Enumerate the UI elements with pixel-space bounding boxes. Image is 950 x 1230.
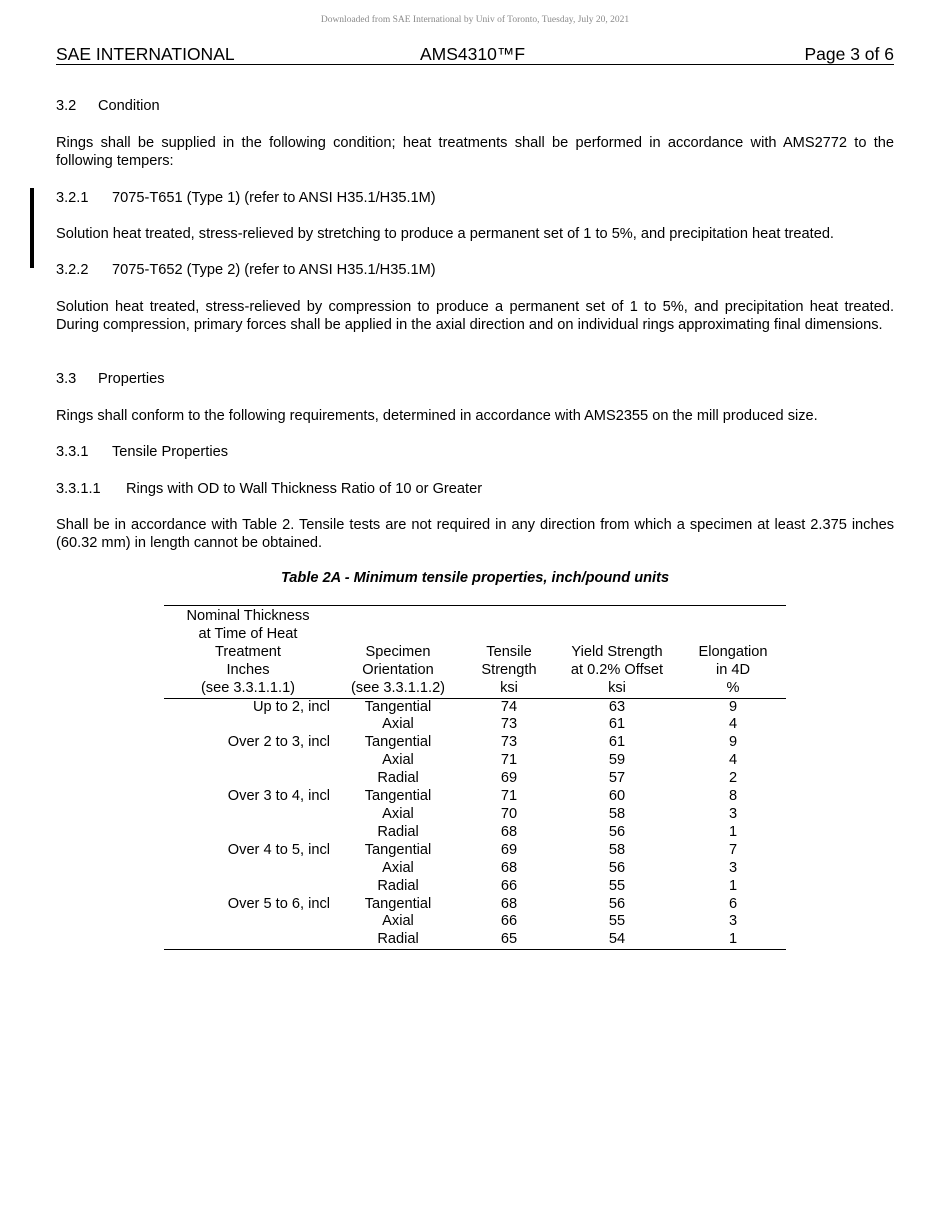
condition-paragraph: Rings shall be supplied in the following condition; heat treatments shall be performed in accordance with AMS2772 to the following tempers:	[56, 135, 894, 169]
cell-tensile-ksi: 68	[500, 823, 518, 840]
cell-orientation: Radial	[377, 770, 419, 787]
cell-tensile-ksi: 71	[500, 752, 518, 769]
cell-orientation: Axial	[382, 716, 414, 733]
cell-thickness	[164, 824, 332, 842]
cell-thickness	[164, 806, 332, 824]
cell-elongation-pct: 1	[728, 877, 738, 894]
section-3-3-1-heading	[56, 443, 894, 461]
cell-yield-ksi: 55	[608, 877, 626, 894]
cell-yield-ksi: 59	[608, 752, 626, 769]
table-row	[164, 913, 786, 931]
cell-thickness: Over 3 to 4, incl	[227, 788, 330, 805]
cell-yield-ksi: 60	[608, 788, 626, 805]
header-doc-number: AMS4310™F	[420, 44, 526, 64]
cell-tensile-ksi: 71	[500, 788, 518, 805]
cell-orientation: Axial	[382, 752, 414, 769]
cell-thickness	[164, 878, 332, 896]
cell-orientation: Tangential	[364, 841, 432, 858]
cell-elongation-pct: 8	[728, 788, 738, 805]
tensile-paragraph: Shall be in accordance with Table 2. Tensile tests are not required in any direction from which a specimen at least 2.375 inches (60.32 mm) in length cannot be obtained.	[56, 517, 894, 551]
section-3-3-1-1-heading	[56, 480, 894, 498]
header-tensile-strength	[464, 606, 554, 699]
cell-thickness	[164, 770, 332, 788]
cell-thickness: Over 5 to 6, incl	[227, 895, 330, 912]
page-header	[56, 44, 894, 65]
table-row	[164, 878, 786, 896]
cell-orientation: Radial	[377, 823, 419, 840]
type2-paragraph: Solution heat treated, stress-relieved by compression to produce a permanent set of 1 to 5%, and precipitation heat treated. During compression, primary forces shall be applied in the axial direction and on individual rings approximating final dimensions.	[56, 299, 894, 333]
cell-yield-ksi: 56	[608, 859, 626, 876]
cell-thickness	[164, 716, 332, 734]
cell-elongation-pct: 9	[728, 734, 738, 751]
section-number: 3.2	[56, 98, 77, 114]
section-title: 7075-T651 (Type 1) (refer to ANSI H35.1/H35.1M)	[112, 190, 436, 206]
table-row	[164, 896, 786, 914]
table-row	[164, 931, 786, 949]
cell-elongation-pct: 6	[728, 895, 738, 912]
table-row	[164, 806, 786, 824]
header-line: at 0.2% Offset	[570, 661, 664, 678]
header-yield-strength	[554, 606, 680, 699]
cell-orientation: Axial	[382, 859, 414, 876]
table-row	[164, 770, 786, 788]
cell-elongation-pct: 4	[728, 716, 738, 733]
cell-thickness	[164, 931, 332, 949]
header-line: Tensile	[486, 643, 532, 660]
header-line: Yield Strength	[571, 643, 663, 660]
header-line: Nominal Thickness	[186, 608, 310, 624]
table-header-row	[164, 606, 786, 699]
header-line: (see 3.3.1.1.2)	[350, 679, 446, 696]
cell-yield-ksi: 63	[608, 698, 626, 715]
cell-yield-ksi: 58	[608, 841, 626, 858]
header-line: %	[726, 679, 740, 696]
section-3-2-2-heading	[56, 261, 894, 279]
header-org: SAE INTERNATIONAL	[56, 44, 235, 64]
cell-yield-ksi: 56	[608, 895, 626, 912]
cell-orientation: Tangential	[364, 895, 432, 912]
section-number: 3.2.2	[56, 262, 89, 278]
header-elongation	[680, 606, 786, 699]
cell-tensile-ksi: 68	[500, 895, 518, 912]
cell-orientation: Tangential	[364, 788, 432, 805]
cell-tensile-ksi: 73	[500, 734, 518, 751]
cell-elongation-pct: 3	[728, 859, 738, 876]
cell-yield-ksi: 55	[608, 913, 626, 930]
cell-elongation-pct: 2	[728, 770, 738, 787]
cell-yield-ksi: 57	[608, 770, 626, 787]
section-title: 7075-T652 (Type 2) (refer to ANSI H35.1/H35.1M)	[112, 262, 436, 278]
cell-elongation-pct: 4	[728, 752, 738, 769]
cell-tensile-ksi: 69	[500, 770, 518, 787]
cell-orientation: Tangential	[364, 734, 432, 751]
header-line: Treatment	[215, 643, 281, 660]
section-number: 3.3.1	[56, 444, 89, 460]
cell-thickness	[164, 860, 332, 878]
type1-paragraph: Solution heat treated, stress-relieved by stretching to produce a permanent set of 1 to 5%, and precipitation heat treated.	[56, 226, 834, 242]
header-specimen-orientation	[332, 606, 464, 699]
table-row	[164, 752, 786, 770]
cell-thickness	[164, 913, 332, 931]
table-row	[164, 734, 786, 752]
cell-orientation: Tangential	[364, 698, 432, 715]
cell-elongation-pct: 3	[728, 805, 738, 822]
cell-thickness: Up to 2, incl	[252, 698, 330, 715]
section-number: 3.3	[56, 371, 77, 387]
header-line: Elongation	[698, 643, 768, 660]
cell-thickness: Over 4 to 5, incl	[227, 841, 330, 858]
cell-elongation-pct: 7	[728, 841, 738, 858]
header-line: Orientation	[362, 661, 434, 678]
cell-orientation: Radial	[377, 877, 419, 894]
table-row	[164, 788, 786, 806]
section-number: 3.3.1.1	[56, 481, 101, 497]
cell-thickness	[164, 752, 332, 770]
cell-elongation-pct: 1	[728, 823, 738, 840]
cell-tensile-ksi: 74	[500, 698, 518, 715]
section-title: Properties	[98, 371, 165, 387]
header-line: Specimen	[365, 643, 431, 660]
cell-elongation-pct: 3	[728, 913, 738, 930]
cell-tensile-ksi: 66	[500, 913, 518, 930]
header-page-number: Page 3 of 6	[804, 44, 894, 64]
cell-tensile-ksi: 66	[500, 877, 518, 894]
table-row	[164, 824, 786, 842]
cell-tensile-ksi: 70	[500, 805, 518, 822]
header-line: ksi	[608, 679, 626, 696]
cell-yield-ksi: 58	[608, 805, 626, 822]
section-3-2-1-heading	[56, 189, 894, 207]
cell-tensile-ksi: 73	[500, 716, 518, 733]
header-line: ksi	[500, 679, 518, 696]
cell-elongation-pct: 1	[728, 931, 738, 948]
header-line: (see 3.3.1.1.1)	[200, 679, 296, 696]
cell-yield-ksi: 54	[608, 931, 626, 948]
revision-change-bar	[30, 188, 34, 268]
table-row	[164, 698, 786, 716]
header-line: Strength	[481, 661, 537, 678]
section-number: 3.2.1	[56, 190, 89, 206]
properties-paragraph: Rings shall conform to the following requirements, determined in accordance with AMS2355 on the mill produced size.	[56, 408, 818, 424]
header-nominal-thickness	[164, 606, 332, 699]
table-caption: Table 2A - Minimum tensile properties, inch/pound units	[280, 570, 670, 586]
download-watermark: Downloaded from SAE International by Univ of Toronto, Tuesday, July 20, 2021	[320, 15, 630, 25]
section-3-2-heading	[56, 97, 894, 115]
header-line: Inches	[226, 661, 270, 678]
tensile-properties-table	[164, 605, 786, 950]
section-title: Rings with OD to Wall Thickness Ratio of 10 or Greater	[126, 481, 483, 497]
cell-tensile-ksi: 68	[500, 859, 518, 876]
cell-tensile-ksi: 65	[500, 931, 518, 948]
header-line: at Time of Heat	[198, 625, 298, 642]
table-row	[164, 842, 786, 860]
section-title: Condition	[98, 98, 160, 114]
section-title: Tensile Properties	[112, 444, 228, 460]
header-line: in 4D	[715, 661, 751, 678]
cell-orientation: Radial	[377, 931, 419, 948]
cell-thickness: Over 2 to 3, incl	[227, 734, 330, 751]
cell-orientation: Axial	[382, 913, 414, 930]
cell-tensile-ksi: 69	[500, 841, 518, 858]
section-3-3-heading	[56, 370, 894, 388]
cell-yield-ksi: 61	[608, 734, 626, 751]
cell-yield-ksi: 61	[608, 716, 626, 733]
cell-elongation-pct: 9	[728, 698, 738, 715]
table-row	[164, 860, 786, 878]
cell-orientation: Axial	[382, 805, 414, 822]
table-row	[164, 716, 786, 734]
cell-yield-ksi: 56	[608, 823, 626, 840]
